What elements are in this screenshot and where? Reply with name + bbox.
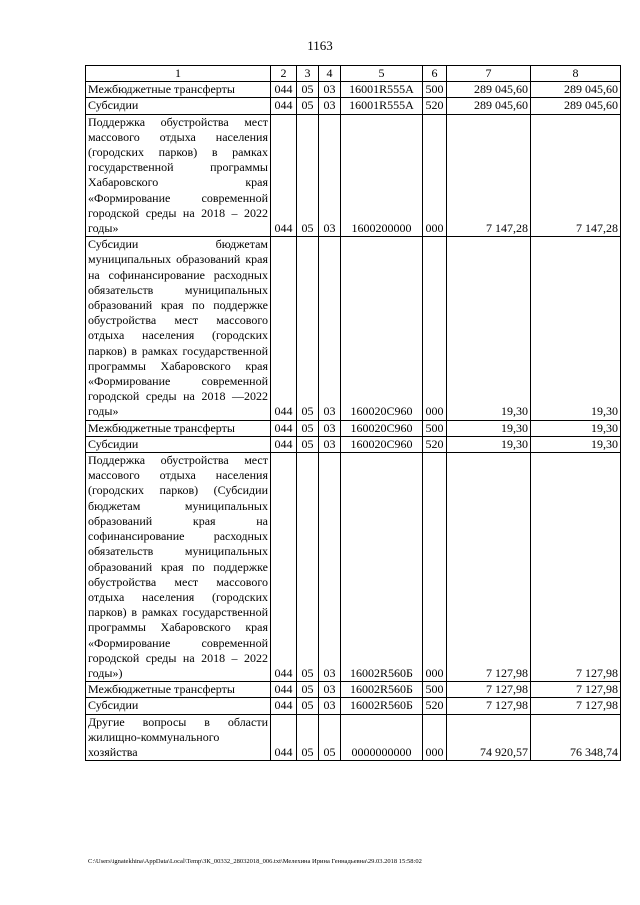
amount-col8: 289 045,60 xyxy=(531,82,621,98)
expense-type-code: 500 xyxy=(423,682,447,698)
table-row xyxy=(86,698,621,714)
amount-col7: 19,30 xyxy=(447,237,531,420)
subsection-code: 03 xyxy=(319,82,341,98)
target-article-code: 16002R560Б xyxy=(341,682,423,698)
col-header: 2 xyxy=(271,66,297,82)
file-path-footer: C:\Users\ignatekhina\AppData\Local\Temp\ЗК_00332_28032018_006.txt\Мелехина Ирина Геннадьевна\29.03.2018 15:58:02 xyxy=(88,858,422,865)
target-article-code: 160020С960 xyxy=(341,237,423,420)
target-article-code: 160020С960 xyxy=(341,420,423,436)
subsection-code: 03 xyxy=(319,237,341,420)
section-code: 05 xyxy=(297,237,319,420)
target-article-code: 16002R560Б xyxy=(341,698,423,714)
amount-col7: 7 147,28 xyxy=(447,114,531,237)
section-code: 05 xyxy=(297,698,319,714)
row-name: Другие вопросы в области жилищно-коммунального хозяйства xyxy=(86,714,271,761)
section-code: 05 xyxy=(297,98,319,114)
subsection-code: 03 xyxy=(319,98,341,114)
ministry-code: 044 xyxy=(271,453,297,682)
subsection-code: 03 xyxy=(319,453,341,682)
amount-col8: 289 045,60 xyxy=(531,98,621,114)
subsection-code: 05 xyxy=(319,714,341,761)
row-name: Межбюджетные трансферты xyxy=(86,682,271,698)
expense-type-code: 520 xyxy=(423,436,447,452)
table-row xyxy=(86,237,621,420)
target-article-code: 16001R555А xyxy=(341,82,423,98)
ministry-code: 044 xyxy=(271,98,297,114)
amount-col8: 19,30 xyxy=(531,436,621,452)
table-row xyxy=(86,714,621,761)
amount-col7: 7 127,98 xyxy=(447,698,531,714)
table-row xyxy=(86,82,621,98)
subsection-code: 03 xyxy=(319,436,341,452)
amount-col7: 74 920,57 xyxy=(447,714,531,761)
amount-col8: 7 127,98 xyxy=(531,698,621,714)
amount-col8: 19,30 xyxy=(531,237,621,420)
col-header: 5 xyxy=(341,66,423,82)
amount-col8: 7 127,98 xyxy=(531,682,621,698)
amount-col7: 19,30 xyxy=(447,436,531,452)
col-header: 6 xyxy=(423,66,447,82)
section-code: 05 xyxy=(297,420,319,436)
expense-type-code: 520 xyxy=(423,98,447,114)
amount-col8: 7 147,28 xyxy=(531,114,621,237)
ministry-code: 044 xyxy=(271,698,297,714)
page-number: 1163 xyxy=(307,38,333,53)
amount-col7: 19,30 xyxy=(447,420,531,436)
expense-type-code: 500 xyxy=(423,420,447,436)
section-code: 05 xyxy=(297,714,319,761)
amount-col7: 7 127,98 xyxy=(447,682,531,698)
ministry-code: 044 xyxy=(271,420,297,436)
col-header: 1 xyxy=(86,66,271,82)
ministry-code: 044 xyxy=(271,237,297,420)
expense-type-code: 500 xyxy=(423,82,447,98)
ministry-code: 044 xyxy=(271,114,297,237)
budget-table xyxy=(85,65,621,761)
row-name: Субсидии xyxy=(86,436,271,452)
col-header: 7 xyxy=(447,66,531,82)
table-row xyxy=(86,453,621,682)
row-name: Субсидии xyxy=(86,698,271,714)
ministry-code: 044 xyxy=(271,436,297,452)
subsection-code: 03 xyxy=(319,114,341,237)
table-row xyxy=(86,114,621,237)
amount-col7: 289 045,60 xyxy=(447,98,531,114)
col-header: 8 xyxy=(531,66,621,82)
section-code: 05 xyxy=(297,453,319,682)
target-article-code: 16002R560Б xyxy=(341,453,423,682)
section-code: 05 xyxy=(297,114,319,237)
table-row xyxy=(86,682,621,698)
expense-type-code: 000 xyxy=(423,714,447,761)
target-article-code: 160020С960 xyxy=(341,436,423,452)
header-row xyxy=(86,66,621,82)
amount-col8: 19,30 xyxy=(531,420,621,436)
expense-type-code: 000 xyxy=(423,237,447,420)
table-row xyxy=(86,98,621,114)
row-name: Поддержка обустройства мест массового отдыха населения (городских парков) в рамках государственной программы Хабаровского края «Формирование современной городской среды на 2018 – 2022 годы» xyxy=(86,114,271,237)
target-article-code: 1600200000 xyxy=(341,114,423,237)
expense-type-code: 000 xyxy=(423,114,447,237)
amount-col8: 7 127,98 xyxy=(531,453,621,682)
subsection-code: 03 xyxy=(319,682,341,698)
row-name: Межбюджетные трансферты xyxy=(86,82,271,98)
ministry-code: 044 xyxy=(271,682,297,698)
section-code: 05 xyxy=(297,436,319,452)
amount-col7: 289 045,60 xyxy=(447,82,531,98)
subsection-code: 03 xyxy=(319,420,341,436)
ministry-code: 044 xyxy=(271,82,297,98)
col-header: 4 xyxy=(319,66,341,82)
row-name: Субсидии xyxy=(86,98,271,114)
row-name: Межбюджетные трансферты xyxy=(86,420,271,436)
section-code: 05 xyxy=(297,82,319,98)
expense-type-code: 000 xyxy=(423,453,447,682)
col-header: 3 xyxy=(297,66,319,82)
amount-col8: 76 348,74 xyxy=(531,714,621,761)
table-row xyxy=(86,420,621,436)
table-row xyxy=(86,436,621,452)
target-article-code: 0000000000 xyxy=(341,714,423,761)
ministry-code: 044 xyxy=(271,714,297,761)
row-name: Субсидии бюджетам муниципальных образований края на софинансирование расходных обязательств муниципальных образований края по поддержке обустройства мест массового отдыха населения (городских парков) в рамках государственной программы Хабаровского края «Формирование современной городской среды на 2018 —2022 годы» xyxy=(86,237,271,420)
subsection-code: 03 xyxy=(319,698,341,714)
row-name: Поддержка обустройства мест массового отдыха населения (городских парков) (Субсидии бюджетам муниципальных образований края на софинансирование расходных обязательств муниципальных образований края по поддержке обустройства мест массового отдыха населения (городских парков) в рамках государственной программы Хабаровского края «Формирование современной городской среды на 2018 – 2022 годы») xyxy=(86,453,271,682)
target-article-code: 16001R555А xyxy=(341,98,423,114)
expense-type-code: 520 xyxy=(423,698,447,714)
section-code: 05 xyxy=(297,682,319,698)
amount-col7: 7 127,98 xyxy=(447,453,531,682)
